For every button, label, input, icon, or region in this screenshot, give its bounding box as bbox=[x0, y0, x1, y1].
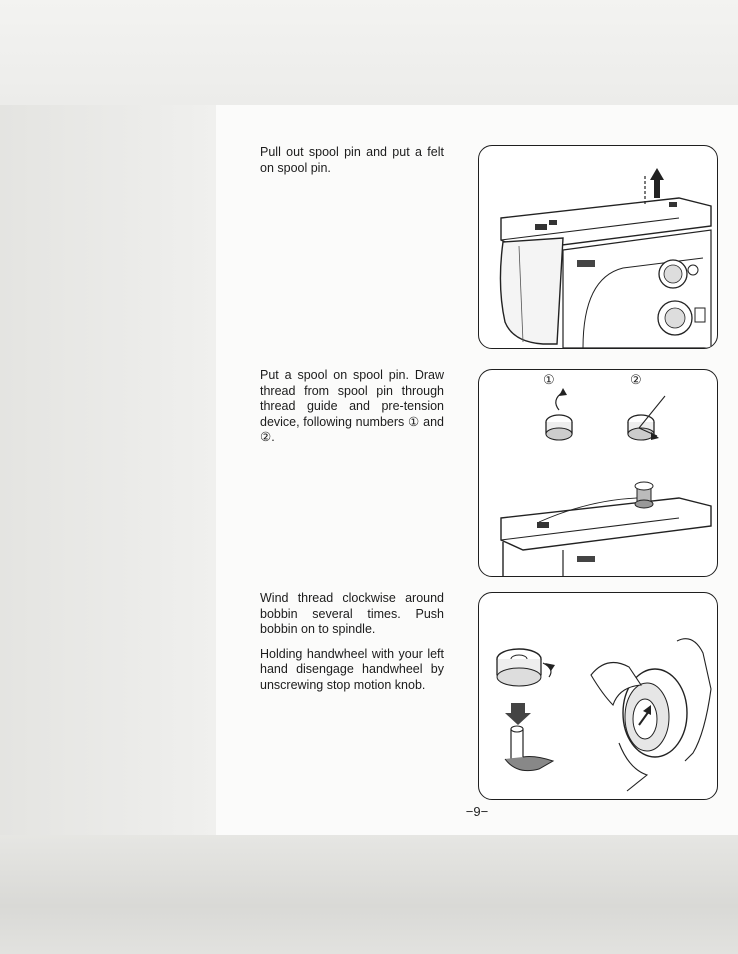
manual-page bbox=[216, 105, 738, 835]
threading-figure bbox=[478, 369, 718, 577]
spool-pin-figure bbox=[478, 145, 718, 349]
thread-guide-illustration bbox=[479, 370, 717, 576]
step-number-1: ① bbox=[543, 372, 555, 387]
scan-margin-bottom bbox=[0, 835, 738, 954]
step-paragraph: Wind thread clockwise around bobbin several times. Push bobbin on to spindle. bbox=[260, 591, 444, 636]
spindle-icon bbox=[505, 726, 553, 771]
step-paragraph: Holding handwheel with your left hand disengage handwheel by unscrewing stop motion knob. bbox=[260, 646, 444, 692]
step-spool-pin-text bbox=[260, 145, 444, 185]
step-bobbin-text bbox=[260, 591, 444, 702]
step-number-2: ② bbox=[630, 372, 642, 387]
step-paragraph: Put a spool on spool pin. Draw thread from spool pin through thread guide and pre-tension device, following numbers ① and ②. bbox=[260, 368, 444, 444]
bobbin-icon bbox=[497, 649, 555, 686]
step-thread-text bbox=[260, 368, 444, 455]
sewing-machine-top-illustration bbox=[479, 146, 717, 348]
scan-margin-top bbox=[0, 0, 738, 105]
page-number: −9− bbox=[465, 804, 489, 819]
pre-tension-device-icon bbox=[628, 396, 665, 440]
bobbin-handwheel-illustration bbox=[479, 593, 717, 799]
scan-margin-left bbox=[0, 105, 216, 835]
thread-guide-icon bbox=[546, 388, 572, 440]
bobbin-winding-figure bbox=[478, 592, 718, 800]
step-paragraph: Pull out spool pin and put a felt on spool pin. bbox=[260, 145, 444, 175]
